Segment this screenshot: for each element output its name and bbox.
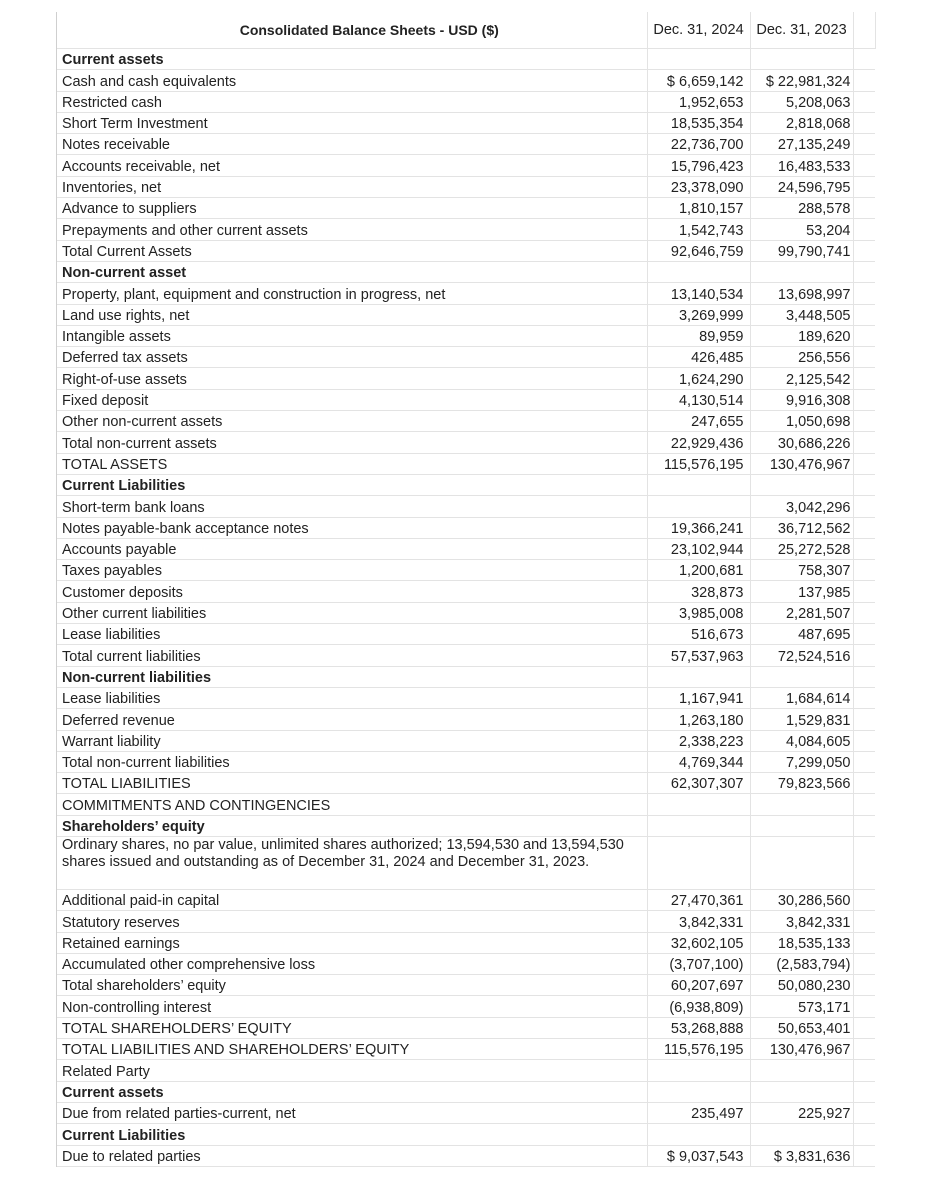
value-2024: 328,873 bbox=[647, 581, 750, 602]
row-label: Non-controlling interest bbox=[57, 996, 647, 1017]
row-spacer bbox=[853, 911, 875, 932]
row-label: Notes payable-bank acceptance notes bbox=[57, 517, 647, 538]
row-label: Total non-current assets bbox=[57, 432, 647, 453]
row-label: Advance to suppliers bbox=[57, 198, 647, 219]
value-2023: 50,653,401 bbox=[750, 1017, 853, 1038]
sheet-title: Consolidated Balance Sheets - USD ($) bbox=[57, 12, 647, 49]
row-spacer bbox=[853, 602, 875, 623]
value-2023: 24,596,795 bbox=[750, 176, 853, 197]
row-label: Deferred revenue bbox=[57, 709, 647, 730]
value-2023: 758,307 bbox=[750, 560, 853, 581]
row-spacer bbox=[853, 751, 875, 772]
value-2024: 18,535,354 bbox=[647, 112, 750, 133]
row-spacer bbox=[853, 453, 875, 474]
row-label: Customer deposits bbox=[57, 581, 647, 602]
value-2023: 225,927 bbox=[750, 1102, 853, 1123]
value-2023 bbox=[750, 794, 853, 815]
value-2023: 30,286,560 bbox=[750, 889, 853, 910]
value-2023: 18,535,133 bbox=[750, 932, 853, 953]
value-2023: 2,281,507 bbox=[750, 602, 853, 623]
row-spacer bbox=[853, 517, 875, 538]
row-label: Short-term bank loans bbox=[57, 496, 647, 517]
table-row bbox=[57, 911, 875, 932]
table-header-row bbox=[57, 12, 875, 49]
value-2023 bbox=[750, 836, 853, 889]
row-spacer bbox=[853, 1124, 875, 1145]
section-header-row bbox=[57, 49, 875, 70]
row-spacer bbox=[853, 953, 875, 974]
row-spacer bbox=[853, 815, 875, 836]
row-spacer bbox=[853, 1017, 875, 1038]
row-label: Intangible assets bbox=[57, 325, 647, 346]
table-row bbox=[57, 975, 875, 996]
value-2023: 72,524,516 bbox=[750, 645, 853, 666]
table-row bbox=[57, 1017, 875, 1038]
table-row bbox=[57, 453, 875, 474]
row-label: Ordinary shares, no par value, unlimited shares authorized; 13,594,530 and 13,594,530 shares issued and outstanding as of December 31, 2024 and December 31, 2023. bbox=[57, 836, 647, 889]
value-2023: 288,578 bbox=[750, 198, 853, 219]
row-label: Land use rights, net bbox=[57, 304, 647, 325]
row-spacer bbox=[853, 347, 875, 368]
section-header-row bbox=[57, 815, 875, 836]
row-spacer bbox=[853, 261, 875, 282]
section-header-row bbox=[57, 261, 875, 282]
row-label: Current Liabilities bbox=[57, 1124, 647, 1145]
row-spacer bbox=[853, 368, 875, 389]
value-2023: 99,790,741 bbox=[750, 240, 853, 261]
row-label: TOTAL LIABILITIES AND SHAREHOLDERS’ EQUITY bbox=[57, 1039, 647, 1060]
value-2024: $ 9,037,543 bbox=[647, 1145, 750, 1166]
value-2024 bbox=[647, 1060, 750, 1081]
balance-sheet-document bbox=[56, 12, 875, 1167]
table-row bbox=[57, 411, 875, 432]
row-spacer bbox=[853, 773, 875, 794]
value-2023: 3,042,296 bbox=[750, 496, 853, 517]
table-row bbox=[57, 517, 875, 538]
table-row bbox=[57, 134, 875, 155]
value-2023: 53,204 bbox=[750, 219, 853, 240]
table-row bbox=[57, 751, 875, 772]
value-2024: 23,102,944 bbox=[647, 538, 750, 559]
value-2024: 516,673 bbox=[647, 624, 750, 645]
row-label: Right-of-use assets bbox=[57, 368, 647, 389]
value-2023: 25,272,528 bbox=[750, 538, 853, 559]
row-label: Lease liabilities bbox=[57, 624, 647, 645]
row-spacer bbox=[853, 624, 875, 645]
row-label: Property, plant, equipment and construction in progress, net bbox=[57, 283, 647, 304]
row-spacer bbox=[853, 645, 875, 666]
row-label: Restricted cash bbox=[57, 91, 647, 112]
value-2024: 1,167,941 bbox=[647, 687, 750, 708]
value-2023: $ 3,831,636 bbox=[750, 1145, 853, 1166]
table-row bbox=[57, 325, 875, 346]
section-header-row bbox=[57, 474, 875, 495]
value-2024: 426,485 bbox=[647, 347, 750, 368]
value-2023: 2,818,068 bbox=[750, 112, 853, 133]
column-header-2023: Dec. 31, 2023 bbox=[750, 12, 853, 49]
value-2024: 13,140,534 bbox=[647, 283, 750, 304]
row-spacer bbox=[853, 1060, 875, 1081]
value-2024: 22,929,436 bbox=[647, 432, 750, 453]
table-row bbox=[57, 219, 875, 240]
row-label: Statutory reserves bbox=[57, 911, 647, 932]
value-2024: 115,576,195 bbox=[647, 453, 750, 474]
value-2023 bbox=[750, 815, 853, 836]
column-header-2024: Dec. 31, 2024 bbox=[647, 12, 750, 49]
table-row bbox=[57, 1145, 875, 1166]
value-2024: 32,602,105 bbox=[647, 932, 750, 953]
value-2023: 130,476,967 bbox=[750, 1039, 853, 1060]
value-2023: 9,916,308 bbox=[750, 389, 853, 410]
row-spacer bbox=[853, 283, 875, 304]
value-2024: 60,207,697 bbox=[647, 975, 750, 996]
value-2023 bbox=[750, 666, 853, 687]
table-row bbox=[57, 155, 875, 176]
value-2024 bbox=[647, 836, 750, 889]
row-spacer bbox=[853, 91, 875, 112]
value-2024 bbox=[647, 49, 750, 70]
value-2023: (2,583,794) bbox=[750, 953, 853, 974]
table-row bbox=[57, 889, 875, 910]
row-label: Inventories, net bbox=[57, 176, 647, 197]
row-spacer bbox=[853, 474, 875, 495]
value-2023: 573,171 bbox=[750, 996, 853, 1017]
row-spacer bbox=[853, 155, 875, 176]
row-label: Short Term Investment bbox=[57, 112, 647, 133]
table-row bbox=[57, 496, 875, 517]
value-2024: 1,263,180 bbox=[647, 709, 750, 730]
row-spacer bbox=[853, 581, 875, 602]
row-label: Cash and cash equivalents bbox=[57, 70, 647, 91]
balance-sheet-table bbox=[57, 12, 876, 1167]
section-header-row bbox=[57, 1124, 875, 1145]
value-2023: 189,620 bbox=[750, 325, 853, 346]
row-spacer bbox=[853, 176, 875, 197]
row-label: TOTAL LIABILITIES bbox=[57, 773, 647, 794]
row-spacer bbox=[853, 996, 875, 1017]
row-spacer bbox=[853, 666, 875, 687]
row-spacer bbox=[853, 794, 875, 815]
row-spacer bbox=[853, 538, 875, 559]
table-row bbox=[57, 730, 875, 751]
row-label: COMMITMENTS AND CONTINGENCIES bbox=[57, 794, 647, 815]
table-row bbox=[57, 389, 875, 410]
row-label: Due from related parties-current, net bbox=[57, 1102, 647, 1123]
table-row bbox=[57, 560, 875, 581]
table-row bbox=[57, 368, 875, 389]
table-row bbox=[57, 602, 875, 623]
value-2023: 487,695 bbox=[750, 624, 853, 645]
row-spacer bbox=[853, 709, 875, 730]
value-2023 bbox=[750, 1081, 853, 1102]
row-spacer bbox=[853, 1039, 875, 1060]
row-label: Total current liabilities bbox=[57, 645, 647, 666]
row-spacer bbox=[853, 1081, 875, 1102]
row-spacer bbox=[853, 1145, 875, 1166]
row-spacer bbox=[853, 836, 875, 889]
value-2024: 1,200,681 bbox=[647, 560, 750, 581]
row-spacer bbox=[853, 325, 875, 346]
value-2023: 137,985 bbox=[750, 581, 853, 602]
row-label: TOTAL ASSETS bbox=[57, 453, 647, 474]
row-spacer bbox=[853, 1102, 875, 1123]
row-spacer bbox=[853, 687, 875, 708]
row-spacer bbox=[853, 70, 875, 91]
value-2023 bbox=[750, 49, 853, 70]
value-2024: 1,810,157 bbox=[647, 198, 750, 219]
value-2024 bbox=[647, 496, 750, 517]
value-2023: 1,050,698 bbox=[750, 411, 853, 432]
row-label: Additional paid-in capital bbox=[57, 889, 647, 910]
row-label: TOTAL SHAREHOLDERS’ EQUITY bbox=[57, 1017, 647, 1038]
table-row bbox=[57, 347, 875, 368]
row-label: Current assets bbox=[57, 49, 647, 70]
value-2023: 5,208,063 bbox=[750, 91, 853, 112]
row-label: Total Current Assets bbox=[57, 240, 647, 261]
row-label: Accounts payable bbox=[57, 538, 647, 559]
header-spacer bbox=[853, 12, 875, 49]
row-spacer bbox=[853, 560, 875, 581]
row-label: Other current liabilities bbox=[57, 602, 647, 623]
value-2024: 235,497 bbox=[647, 1102, 750, 1123]
row-label: Lease liabilities bbox=[57, 687, 647, 708]
value-2024: 2,338,223 bbox=[647, 730, 750, 751]
row-label: Deferred tax assets bbox=[57, 347, 647, 368]
table-row bbox=[57, 996, 875, 1017]
row-spacer bbox=[853, 730, 875, 751]
value-2024 bbox=[647, 666, 750, 687]
value-2023 bbox=[750, 474, 853, 495]
table-row bbox=[57, 932, 875, 953]
row-spacer bbox=[853, 889, 875, 910]
value-2024: 89,959 bbox=[647, 325, 750, 346]
row-label: Total non-current liabilities bbox=[57, 751, 647, 772]
row-spacer bbox=[853, 49, 875, 70]
value-2024: 27,470,361 bbox=[647, 889, 750, 910]
table-row bbox=[57, 1102, 875, 1123]
value-2023: 1,529,831 bbox=[750, 709, 853, 730]
value-2024: 3,985,008 bbox=[647, 602, 750, 623]
value-2023: 36,712,562 bbox=[750, 517, 853, 538]
table-row bbox=[57, 91, 875, 112]
row-spacer bbox=[853, 304, 875, 325]
row-label: Taxes payables bbox=[57, 560, 647, 581]
value-2024: 4,769,344 bbox=[647, 751, 750, 772]
value-2023: 16,483,533 bbox=[750, 155, 853, 176]
row-spacer bbox=[853, 112, 875, 133]
row-spacer bbox=[853, 411, 875, 432]
table-row bbox=[57, 581, 875, 602]
value-2024 bbox=[647, 815, 750, 836]
value-2023: 50,080,230 bbox=[750, 975, 853, 996]
value-2024: $ 6,659,142 bbox=[647, 70, 750, 91]
row-label: Current assets bbox=[57, 1081, 647, 1102]
value-2023: 7,299,050 bbox=[750, 751, 853, 772]
section-header-row bbox=[57, 666, 875, 687]
row-label: Fixed deposit bbox=[57, 389, 647, 410]
table-row bbox=[57, 773, 875, 794]
value-2024: 92,646,759 bbox=[647, 240, 750, 261]
table-row bbox=[57, 538, 875, 559]
table-row bbox=[57, 794, 875, 815]
table-row bbox=[57, 240, 875, 261]
table-row bbox=[57, 432, 875, 453]
value-2024: 1,624,290 bbox=[647, 368, 750, 389]
table-row bbox=[57, 112, 875, 133]
table-row bbox=[57, 645, 875, 666]
row-spacer bbox=[853, 219, 875, 240]
row-spacer bbox=[853, 496, 875, 517]
row-spacer bbox=[853, 240, 875, 261]
row-label: Due to related parties bbox=[57, 1145, 647, 1166]
value-2024: 115,576,195 bbox=[647, 1039, 750, 1060]
table-row bbox=[57, 687, 875, 708]
row-label: Shareholders’ equity bbox=[57, 815, 647, 836]
row-label: Total shareholders’ equity bbox=[57, 975, 647, 996]
value-2023 bbox=[750, 261, 853, 282]
table-row bbox=[57, 176, 875, 197]
row-label: Related Party bbox=[57, 1060, 647, 1081]
row-label: Accumulated other comprehensive loss bbox=[57, 953, 647, 974]
row-spacer bbox=[853, 198, 875, 219]
table-row bbox=[57, 70, 875, 91]
row-spacer bbox=[853, 975, 875, 996]
value-2023: 2,125,542 bbox=[750, 368, 853, 389]
value-2024: 15,796,423 bbox=[647, 155, 750, 176]
value-2024: 3,269,999 bbox=[647, 304, 750, 325]
value-2024 bbox=[647, 261, 750, 282]
row-label: Accounts receivable, net bbox=[57, 155, 647, 176]
value-2023: 79,823,566 bbox=[750, 773, 853, 794]
value-2023 bbox=[750, 1124, 853, 1145]
value-2024: 57,537,963 bbox=[647, 645, 750, 666]
row-spacer bbox=[853, 432, 875, 453]
row-label: Retained earnings bbox=[57, 932, 647, 953]
value-2023: $ 22,981,324 bbox=[750, 70, 853, 91]
table-row bbox=[57, 624, 875, 645]
value-2023: 1,684,614 bbox=[750, 687, 853, 708]
value-2024 bbox=[647, 794, 750, 815]
row-label: Other non-current assets bbox=[57, 411, 647, 432]
table-row bbox=[57, 283, 875, 304]
section-header-row bbox=[57, 1081, 875, 1102]
value-2024: 62,307,307 bbox=[647, 773, 750, 794]
value-2023: 4,084,605 bbox=[750, 730, 853, 751]
value-2024: 1,542,743 bbox=[647, 219, 750, 240]
row-spacer bbox=[853, 389, 875, 410]
value-2024 bbox=[647, 1124, 750, 1145]
value-2024: (6,938,809) bbox=[647, 996, 750, 1017]
value-2023: 27,135,249 bbox=[750, 134, 853, 155]
value-2023: 3,842,331 bbox=[750, 911, 853, 932]
value-2024 bbox=[647, 474, 750, 495]
value-2024: 247,655 bbox=[647, 411, 750, 432]
value-2024: 23,378,090 bbox=[647, 176, 750, 197]
table-row bbox=[57, 953, 875, 974]
row-label: Non-current liabilities bbox=[57, 666, 647, 687]
value-2024: 1,952,653 bbox=[647, 91, 750, 112]
table-row bbox=[57, 836, 875, 889]
table-row bbox=[57, 1060, 875, 1081]
value-2023: 256,556 bbox=[750, 347, 853, 368]
value-2024: 4,130,514 bbox=[647, 389, 750, 410]
value-2023: 30,686,226 bbox=[750, 432, 853, 453]
value-2023: 13,698,997 bbox=[750, 283, 853, 304]
table-body bbox=[57, 49, 875, 1167]
value-2024: 19,366,241 bbox=[647, 517, 750, 538]
table-row bbox=[57, 198, 875, 219]
row-label: Non-current asset bbox=[57, 261, 647, 282]
value-2023 bbox=[750, 1060, 853, 1081]
value-2024: 22,736,700 bbox=[647, 134, 750, 155]
row-label: Current Liabilities bbox=[57, 474, 647, 495]
row-spacer bbox=[853, 932, 875, 953]
row-spacer bbox=[853, 134, 875, 155]
value-2024: (3,707,100) bbox=[647, 953, 750, 974]
value-2023: 3,448,505 bbox=[750, 304, 853, 325]
value-2024: 3,842,331 bbox=[647, 911, 750, 932]
row-label: Warrant liability bbox=[57, 730, 647, 751]
value-2024: 53,268,888 bbox=[647, 1017, 750, 1038]
table-row bbox=[57, 304, 875, 325]
table-row bbox=[57, 709, 875, 730]
value-2024 bbox=[647, 1081, 750, 1102]
table-row bbox=[57, 1039, 875, 1060]
row-label: Notes receivable bbox=[57, 134, 647, 155]
value-2023: 130,476,967 bbox=[750, 453, 853, 474]
row-label: Prepayments and other current assets bbox=[57, 219, 647, 240]
